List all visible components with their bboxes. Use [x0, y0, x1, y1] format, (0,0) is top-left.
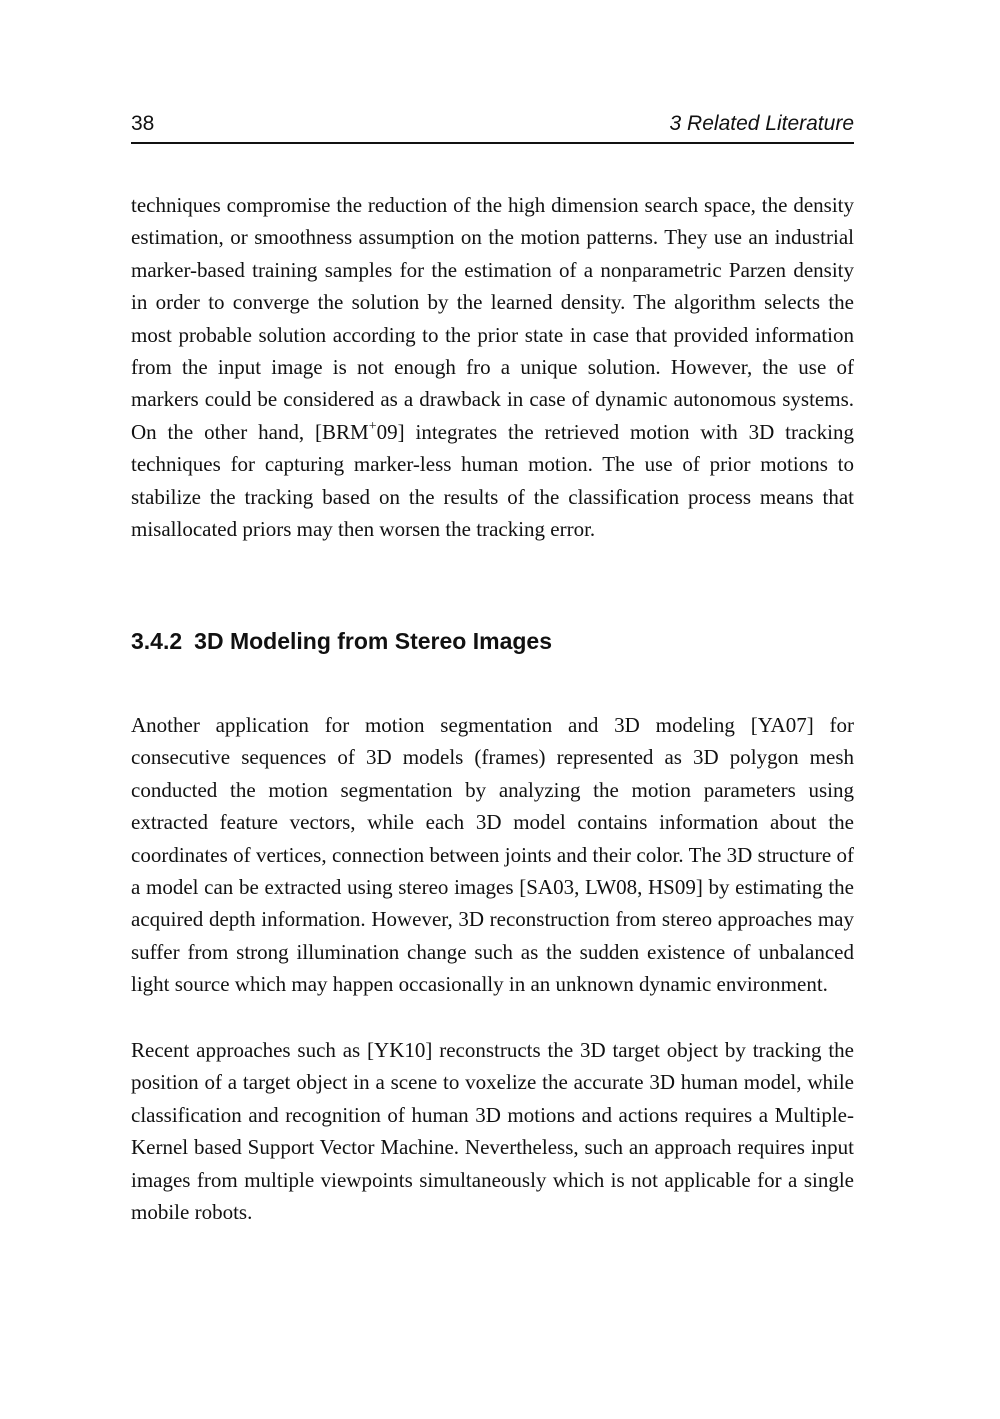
section-heading — [131, 626, 552, 656]
paragraph-1-text-after-citation: 09] integrates the retrieved motion with 3D tracking techniques for capturing marker-less human motion. The use of prior motions to stabilize the tracking based on the results of the classification process means that misallocated priors may then worsen the tracking error. — [131, 419, 854, 542]
running-head: 3 Related Literature — [669, 112, 854, 135]
paragraph-1 — [131, 189, 854, 545]
paragraph-1-text-before-citation: techniques compromise the reduction of the high dimension search space, the density estimation, or smoothness assumption on the motion patterns. They use an industrial marker-based training samples for the estimation of a nonparametric Parzen density in order to converge the solution by the learned density. The algorithm selects the most probable solution according to the prior state in case that provided information from the input image is not enough fro a unique solution. However, the use of markers could be considered as a drawback in case of dynamic autonomous systems. On the other hand, [BRM — [131, 193, 854, 444]
page-header — [131, 110, 854, 144]
page-number: 38 — [131, 112, 155, 135]
section-number: 3.4.2 — [131, 628, 183, 654]
paragraph-2: Another application for motion segmentation and 3D modeling [YA07] for consecutive sequences of 3D models (frames) represented as 3D polygon mesh conducted the motion segmentation by analyzing the motion parameters using extracted feature vectors, while each 3D model contains information about the coordinates of vertices, connection between joints and their color. The 3D structure of a model can be extracted using stereo images [SA03, LW08, HS09] by estimating the acquired depth information. However, 3D reconstruction from stereo approaches may suffer from strong illumination change such as the sudden existence of unbalanced light source which may happen occasionally in an unknown dynamic environment. — [131, 713, 854, 997]
paragraph-3: Recent approaches such as [YK10] reconstructs the 3D target object by tracking the position of a target object in a scene to voxelize the accurate 3D human model, while classification and recognition of human 3D motions and actions requires a Multiple-Kernel based Support Vector Machine. Nevertheless, such an approach requires input images from multiple viewpoints simultaneously which is not applicable for a single mobile robots. — [131, 1038, 854, 1225]
citation-superscript: + — [368, 418, 377, 434]
section-title: 3D Modeling from Stereo Images — [194, 628, 553, 654]
